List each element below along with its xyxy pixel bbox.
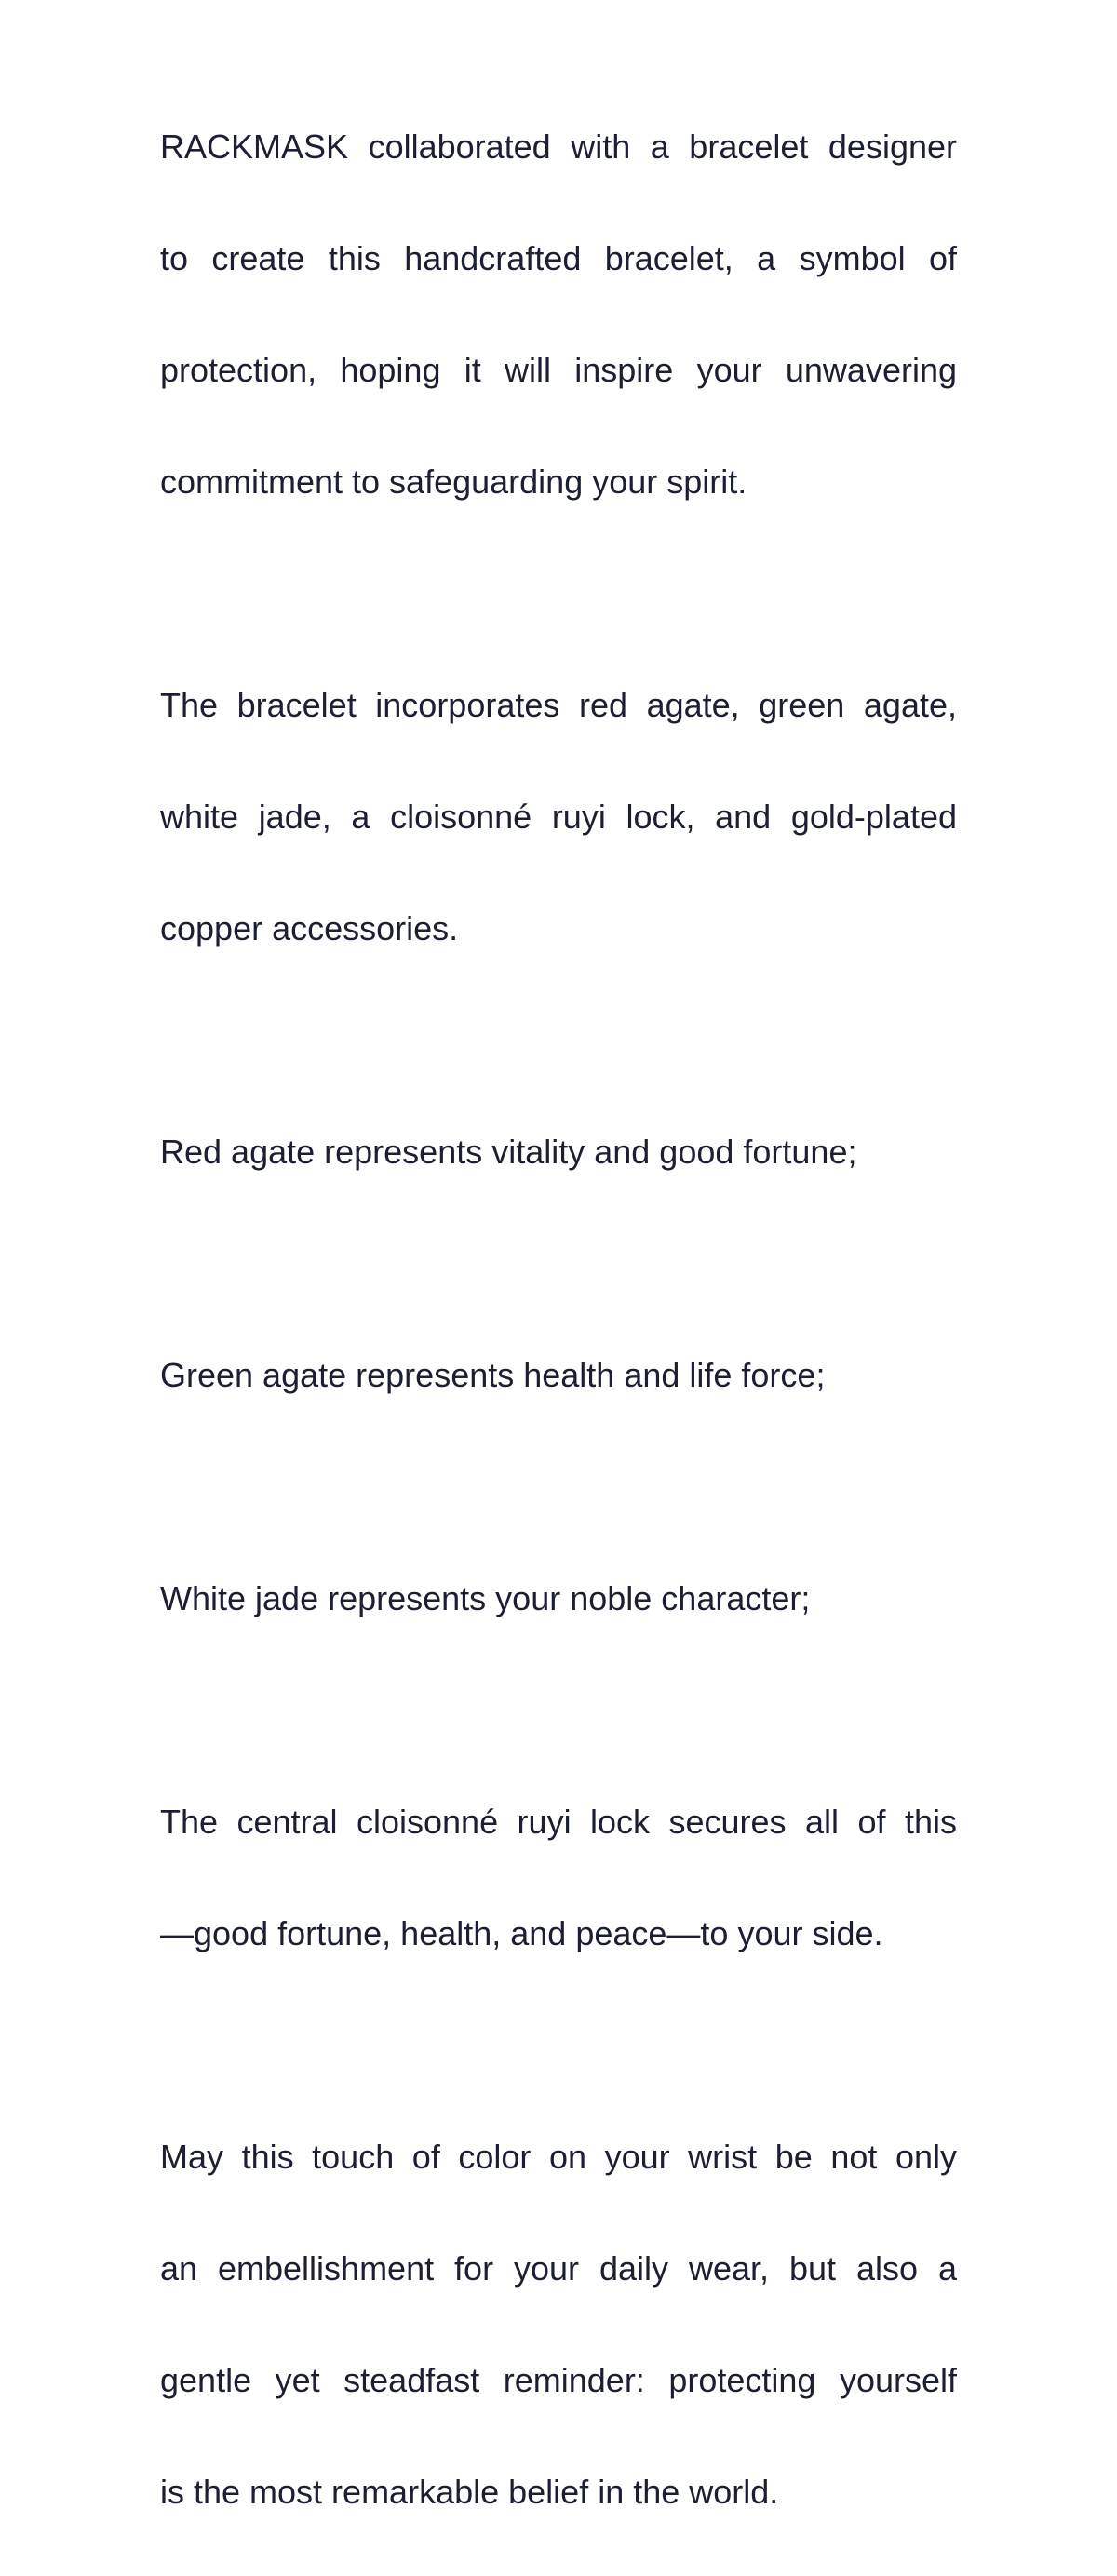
paragraph-green-agate — [160, 1292, 957, 1459]
text-line: Red agate represents vitality and good fortune; — [160, 1133, 857, 1171]
text-line: The central cloisonné ruyi lock secures all of this — [160, 1803, 957, 1841]
text-line: May this touch of color on your wrist be not only — [160, 2138, 957, 2176]
paragraph-materials — [160, 622, 957, 1013]
text-line: white jade, a cloisonné ruyi lock, and gold-plated — [160, 798, 957, 836]
paragraph-intro — [160, 63, 957, 566]
paragraph-ruyi-lock — [160, 1738, 957, 2018]
text-line: copper accessories. — [160, 909, 459, 947]
paragraph-red-agate — [160, 1068, 957, 1236]
text-line: Green agate represents health and life force; — [160, 1356, 826, 1394]
paragraph-closing — [160, 2073, 957, 2576]
text-line: to create this handcrafted bracelet, a symbol of — [160, 239, 957, 277]
text-line: —good fortune, health, and peace—to your side. — [160, 1914, 883, 1952]
paragraph-white-jade — [160, 1515, 957, 1683]
text-line: an embellishment for your daily wear, but also a — [160, 2249, 957, 2288]
text-line: is the most remarkable belief in the world. — [160, 2473, 779, 2511]
text-line: The bracelet incorporates red agate, green agate, — [160, 686, 957, 724]
document-body — [160, 63, 957, 2576]
text-line: gentle yet steadfast reminder: protecting yourself — [160, 2361, 957, 2399]
text-line: RACKMASK collaborated with a bracelet designer — [160, 127, 957, 166]
text-line: protection, hoping it will inspire your unwavering — [160, 351, 957, 389]
text-line: White jade represents your noble character; — [160, 1579, 811, 1617]
text-line: commitment to safeguarding your spirit. — [160, 463, 747, 501]
